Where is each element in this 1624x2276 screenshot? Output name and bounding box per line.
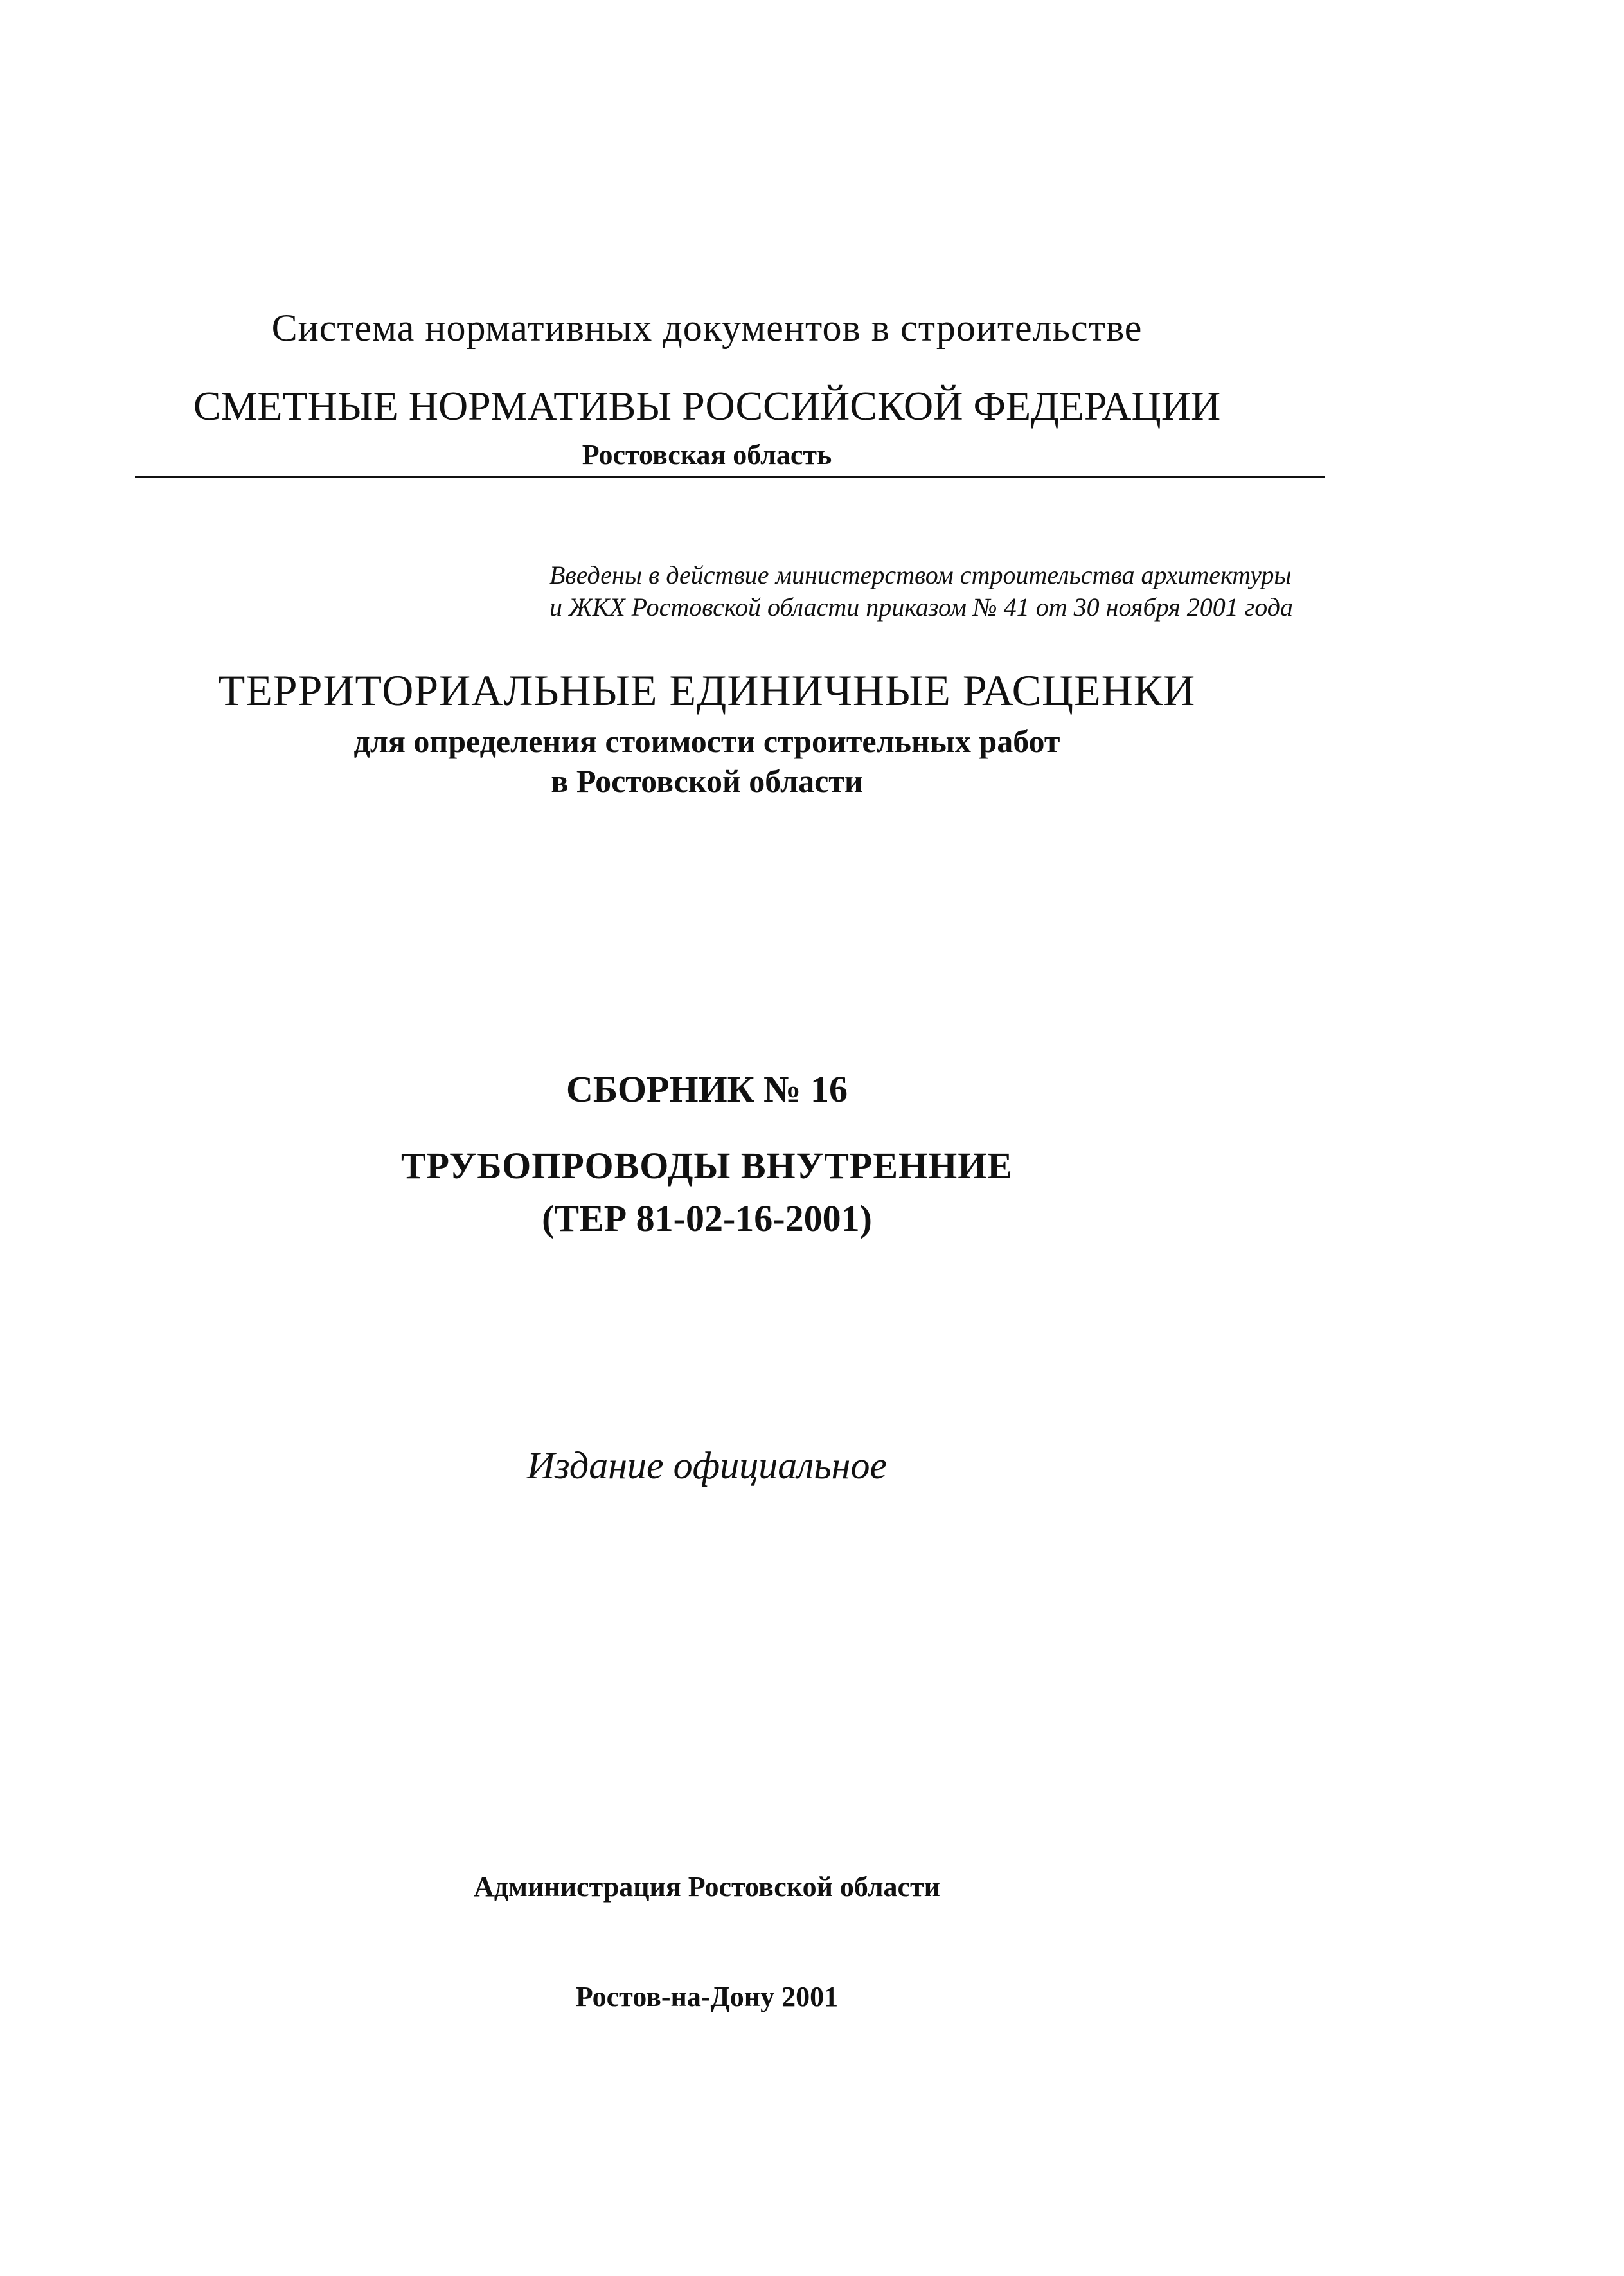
collection-name: ТРУБОПРОВОДЫ ВНУТРЕННИЕ bbox=[400, 1145, 1013, 1187]
document-subtitle-line-2: в Ростовской области bbox=[551, 763, 863, 799]
norms-title: СМЕТНЫЕ НОРМАТИВЫ РОССИЙСКОЙ ФЕДЕРАЦИИ bbox=[193, 383, 1221, 429]
system-title: Система нормативных документов в строительстве bbox=[271, 307, 1143, 349]
introduction-line-1: Введены в действие министерством строительства архитектуры bbox=[549, 560, 1292, 589]
collection-number: СБОРНИК № 16 bbox=[566, 1068, 848, 1110]
city-year: Ростов-на-Дону 2001 bbox=[575, 1981, 839, 2012]
publisher: Администрация Ростовской области bbox=[474, 1871, 940, 1903]
header-divider bbox=[135, 476, 1325, 478]
collection-code: (ТЕР 81-02-16-2001) bbox=[542, 1197, 872, 1239]
document-title: ТЕРРИТОРИАЛЬНЫЕ ЕДИНИЧНЫЕ РАСЦЕНКИ bbox=[218, 666, 1196, 715]
introduction-line-2: и ЖКХ Ростовской области приказом № 41 от 30 ноября 2001 года bbox=[549, 593, 1294, 622]
edition-label: Издание официальное bbox=[526, 1444, 888, 1487]
document-subtitle-line-1: для определения стоимости строительных работ bbox=[353, 723, 1060, 759]
region-subtitle: Ростовская область bbox=[582, 439, 832, 470]
